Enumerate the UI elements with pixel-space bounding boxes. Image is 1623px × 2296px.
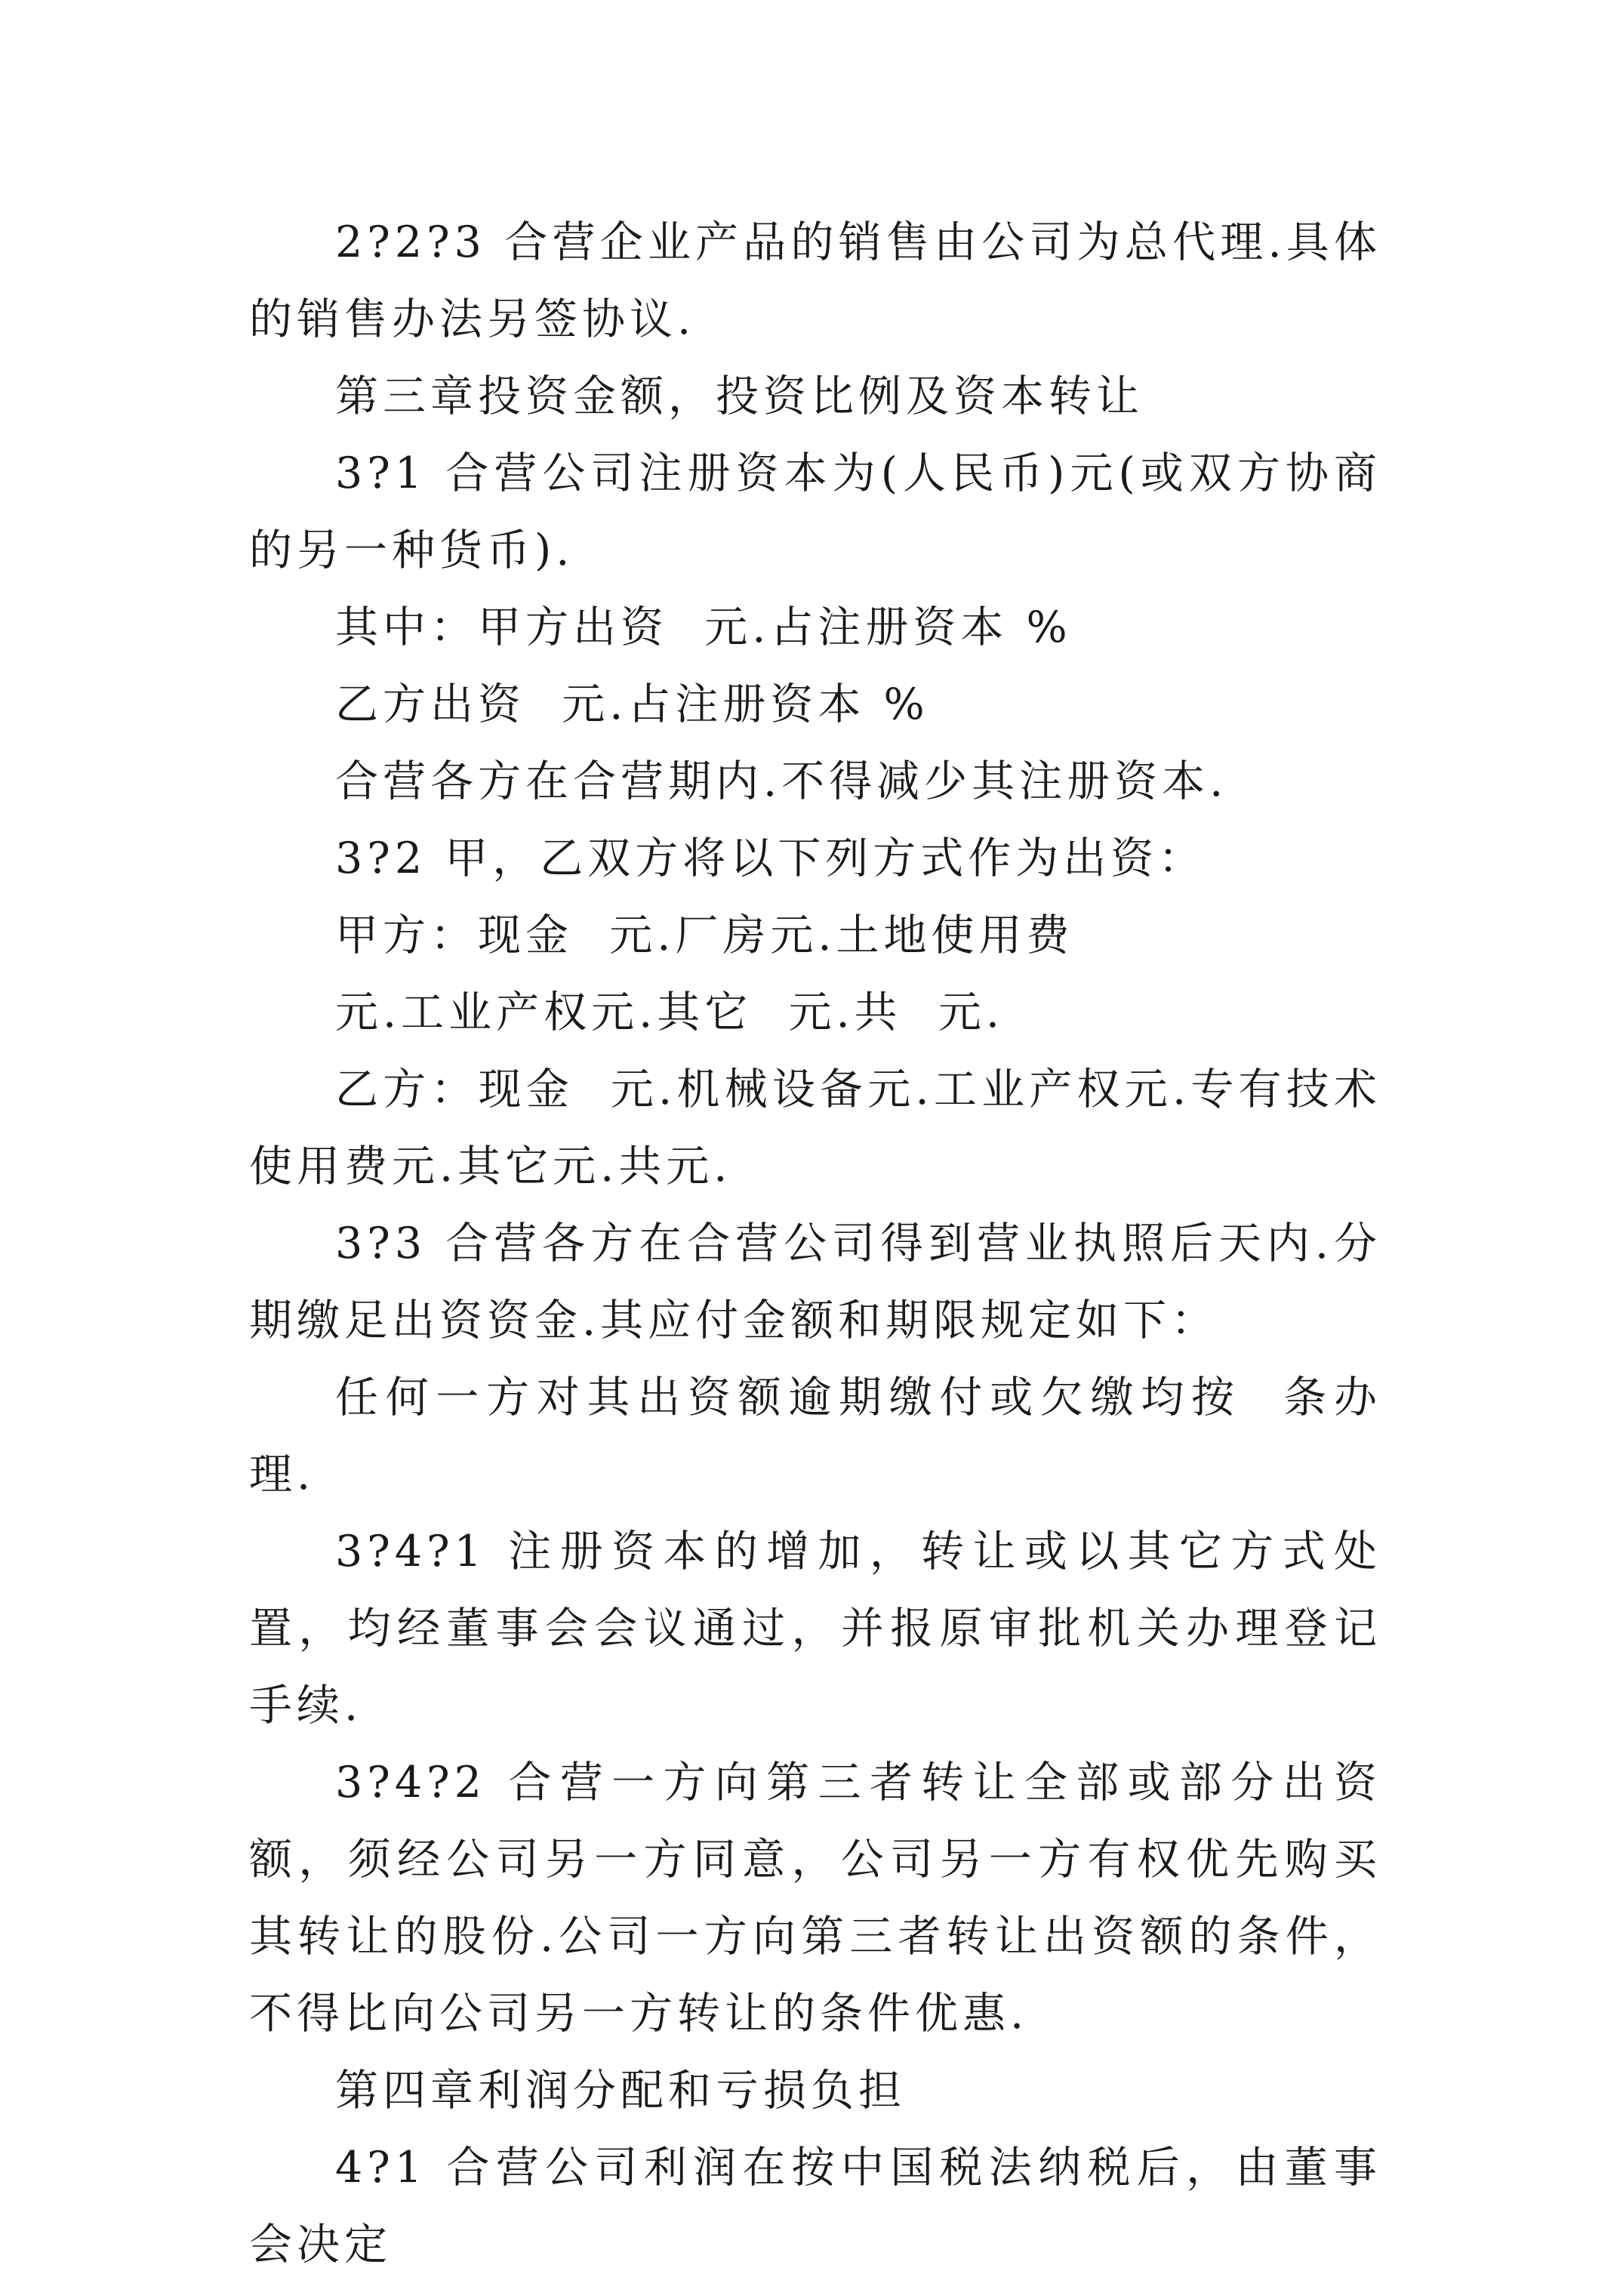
paragraph-party-a-forms-continued: 元.工业产权元.其它 元.共 元. xyxy=(335,988,1004,1037)
chapter-three-heading: 第三章投资金额，投资比例及资本转让 xyxy=(335,371,1144,421)
paragraph-no-capital-reduction: 合营各方在合营期内.不得减少其注册资本. xyxy=(335,757,1228,806)
paragraph-registered-capital: 3?1 合营公司注册资本为(人民币)元(或双方协商的另一种货币). xyxy=(249,448,1381,575)
chapter-four-heading: 第四章利润分配和亏损负担 xyxy=(335,2066,906,2116)
paragraph-contribution-forms: 3?2 甲，乙双方将以下列方式作为出资： xyxy=(335,834,1206,883)
paragraph-party-b-forms: 乙方：现金 元.机械设备元.工业产权元.专有技术使用费元.其它元.共元. xyxy=(249,1065,1381,1191)
paragraph-sales-agency: 2?2?3 合营企业产品的销售由公司为总代理.具体的销售办法另签协议. xyxy=(249,217,1381,344)
paragraph-profit-distribution: 4?1 合营公司利润在按中国税法纳税后，由董事会决定 xyxy=(249,2143,1381,2270)
paragraph-transfer-to-third-party: 3?4?2 合营一方向第三者转让全部或部分出资额，须经公司另一方同意，公司另一方有权优先购买其转让的股份.公司一方向第三者转让出资额的条件，不得比向公司另一方转让的条件优惠. xyxy=(249,1758,1381,2039)
paragraph-late-payment: 任何一方对其出资额逾期缴付或欠缴均按 条办理. xyxy=(249,1373,1381,1499)
paragraph-party-a-contribution: 其中：甲方出资 元.占注册资本 % xyxy=(335,603,1072,652)
paragraph-party-a-forms: 甲方：现金 元.厂房元.土地使用费 xyxy=(335,911,1074,960)
paragraph-party-b-contribution: 乙方出资 元.占注册资本 % xyxy=(335,680,929,729)
paragraph-payment-schedule: 3?3 合营各方在合营公司得到营业执照后天内.分期缴足出资资金.其应付金额和期限规定如下： xyxy=(249,1219,1381,1345)
document-body xyxy=(249,204,1381,2283)
paragraph-capital-changes: 3?4?1 注册资本的增加，转让或以其它方式处置，均经董事会会议通过，并报原审批机关办理登记手续. xyxy=(249,1527,1381,1730)
